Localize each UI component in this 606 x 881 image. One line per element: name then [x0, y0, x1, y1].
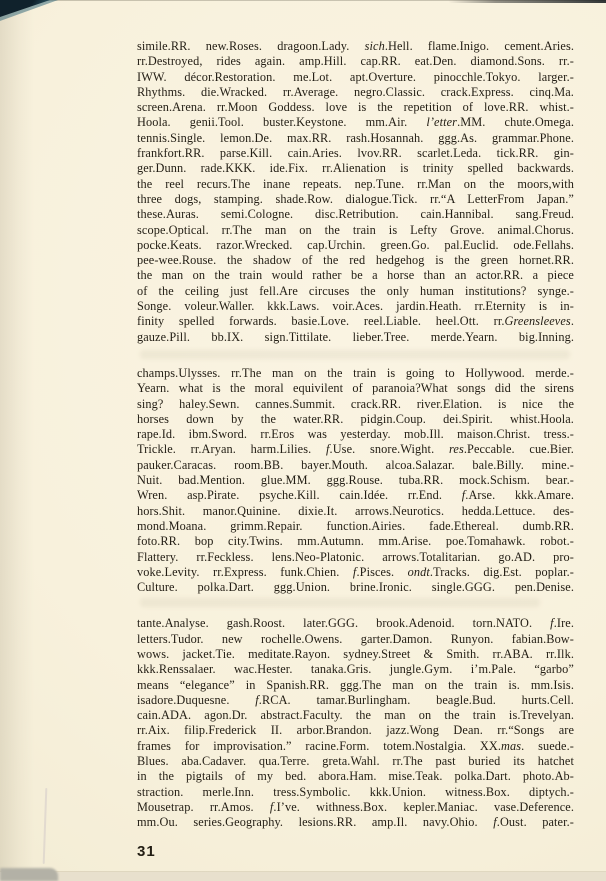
top-right-scan-edge [448, 0, 606, 3]
text-line: these.Auras. semi.Cologne. disc.Retribution. cain.Hannibal. sang.Freud. [137, 207, 574, 222]
text-line: IWW. décor.Restoration. me.Lot. apt.Overture. pinocchle.Tokyo. larger.- [137, 69, 574, 84]
text-line: Songe. voleur.Waller. kkk.Laws. voir.Aces. jardin.Heath. rr.Eternity is in- [137, 299, 574, 314]
paper-crease [43, 788, 48, 864]
text-line: letters.Tudor. new rochelle.Owens. garter.Damon. Runyon. fabian.Bow- [137, 631, 574, 646]
text-line: isadore.Duquesne. f.RCA. tamar.Burlingham. beagle.Bud. hurts.Cell. [137, 692, 574, 707]
text-line: gauze.Pill. bb.IX. sign.Tittilate. lieber.Tree. merde.Yearn. big.Inning. [137, 329, 574, 344]
text-line: sing? haley.Sewn. cannes.Summit. crack.RR. river.Elation. is nice the [137, 396, 574, 411]
text-line: of the ceiling just fell.Are circuses the only human institutions? synge.- [137, 283, 574, 298]
text-line: pauker.Caracas. room.BB. bayer.Mouth. alcoa.Salazar. bale.Billy. mine.- [137, 457, 574, 472]
text-line: rape.Id. ibm.Sword. rr.Eros was yesterday. mob.Ill. maison.Christ. tress.- [137, 427, 574, 442]
bottom-left-corner-shadow [0, 868, 58, 881]
text-line: Trickle. rr.Aryan. harm.Lilies. f.Use. snore.Wight. res.Peccable. cue.Bier. [137, 442, 574, 457]
text-line: horses down by the water.RR. pidgin.Coup. dei.Spirit. whist.Hoola. [137, 411, 574, 426]
text-line: straction. merle.Inn. tress.Symbolic. kkk.Union. witness.Box. diptych.- [137, 784, 574, 799]
text-line: frames for improvisation.” racine.Form. totem.Nostalgia. XX.mas. suede.- [137, 738, 574, 753]
page-number: 31 [137, 843, 156, 860]
text-line: in the pigtails of my bed. abora.Ham. mise.Teak. polka.Dart. photo.Ab- [137, 769, 574, 784]
text-line: Culture. polka.Dart. ggg.Union. brine.Ironic. single.GGG. pen.Denise. [137, 580, 574, 595]
bottom-page-edge [0, 872, 606, 881]
text-line: Mousetrap. rr.Amos. f.I’ve. withness.Box. kepler.Maniac. vase.Deference. [137, 799, 574, 814]
paragraph [137, 616, 574, 830]
text-line: voke.Levity. rr.Express. funk.Chien. f.Pisces. ondt.Tracks. dig.Est. poplar.- [137, 564, 574, 579]
text-line: hors.Shit. manor.Quinine. dixie.It. arrows.Neurotics. hedda.Lettuce. des- [137, 503, 574, 518]
text-line: pee-wee.Rouse. the shadow of the red hedgehog is the green hornet.RR. [137, 253, 574, 268]
text-line: Hoola. genii.Tool. buster.Keystone. mm.Air. l’etter.MM. chute.Omega. [137, 115, 574, 130]
text-line: Wren. asp.Pirate. psyche.Kill. cain.Idée. rr.End. f.Arse. kkk.Amare. [137, 488, 574, 503]
page-left-edge-shading [0, 0, 34, 881]
text-line: Yearn. what is the moral equivilent of paranoia?What songs did the sirens [137, 381, 574, 396]
text-line: kkk.Renssalaer. wac.Hester. tanaka.Gris. jungle.Gym. i’m.Pale. “garbo” [137, 662, 574, 677]
text-line: Flattery. rr.Feckless. lens.Neo-Platonic. arrows.Totalitarian. go.AD. pro- [137, 549, 574, 564]
top-left-corner-dark [0, 0, 50, 17]
text-line: rr.Aix. filip.Frederick II. arbor.Brandon. jazz.Wong Dean. rr.“Songs are [137, 723, 574, 738]
text-line: Blues. aba.Cadaver. qua.Terre. greta.Wahl. rr.The past buried its hatchet [137, 754, 574, 769]
text-line: ger.Dunn. rade.KKK. ide.Fix. rr.Alienation is trinity spelled backwards. [137, 161, 574, 176]
text-line: rr.Destroyed, rides again. amp.Hill. cap.RR. eat.Den. diamond.Sons. rr.- [137, 54, 574, 69]
text-line: tennis.Single. lemon.De. max.RR. rash.Hosannah. ggg.As. grammar.Phone. [137, 130, 574, 145]
text-line: screen.Arena. rr.Moon Goddess. love is the repetition of love.RR. whist.- [137, 100, 574, 115]
text-line: pocke.Keats. razor.Wrecked. cap.Urchin. green.Go. pal.Euclid. ode.Fellahs. [137, 237, 574, 252]
text-line: frankfort.RR. parse.Kill. cain.Aries. lvov.RR. scarlet.Leda. tick.RR. gin- [137, 146, 574, 161]
text-line: three dogs, stamping. shade.Row. dialogue.Tick. rr.“A LetterFrom Japan.” [137, 191, 574, 206]
text-line: foto.RR. bop city.Twins. mm.Autumn. mm.Arise. poe.Tomahawk. robot.- [137, 534, 574, 549]
text-line: the reel recurs.The inane repeats. nep.Tune. rr.Man on the moors,with [137, 176, 574, 191]
paragraph [137, 39, 574, 345]
text-line: finity spelled forwards. basie.Love. reel.Liable. heel.Ott. rr.Greensleeves. [137, 314, 574, 329]
text-line: tante.Analyse. gash.Roost. later.GGG. brook.Adenoid. torn.NATO. f.Ire. [137, 616, 574, 631]
text-line: wows. jacket.Tie. meditate.Rayon. sydney.Street & Smith. rr.ABA. rr.Ilk. [137, 646, 574, 661]
text-line: cain.ADA. agon.Dr. abstract.Faculty. the man on the train is.Trevelyan. [137, 708, 574, 723]
paragraph [137, 366, 574, 595]
text-line: Nuit. bad.Mention. glue.MM. ggg.Rouse. tuba.RR. mock.Schism. bear.- [137, 473, 574, 488]
text-line: Rhythms. die.Wracked. rr.Average. negro.Classic. crack.Express. cinq.Ma. [137, 84, 574, 99]
text-line: means “elegance” in Spanish.RR. ggg.The man on the train is. mm.Isis. [137, 677, 574, 692]
text-block [137, 39, 574, 831]
text-line: the man on the train would rather be a horse than an actor.RR. a piece [137, 268, 574, 283]
text-line: simile.RR. new.Roses. dragoon.Lady. sich.Hell. flame.Inigo. cement.Aries. [137, 39, 574, 53]
text-line: mond.Moana. grimm.Repair. function.Airies. fade.Ethereal. dumb.RR. [137, 518, 574, 533]
text-line: champs.Ulysses. rr.The man on the train is going to Hollywood. merde.- [137, 365, 574, 380]
text-line: scope.Optical. rr.The man on the train is Lefty Grove. animal.Chorus. [137, 222, 574, 237]
text-line: mm.Ou. series.Geography. lesions.RR. amp.Il. navy.Ohio. f.Oust. pater.- [137, 815, 574, 830]
